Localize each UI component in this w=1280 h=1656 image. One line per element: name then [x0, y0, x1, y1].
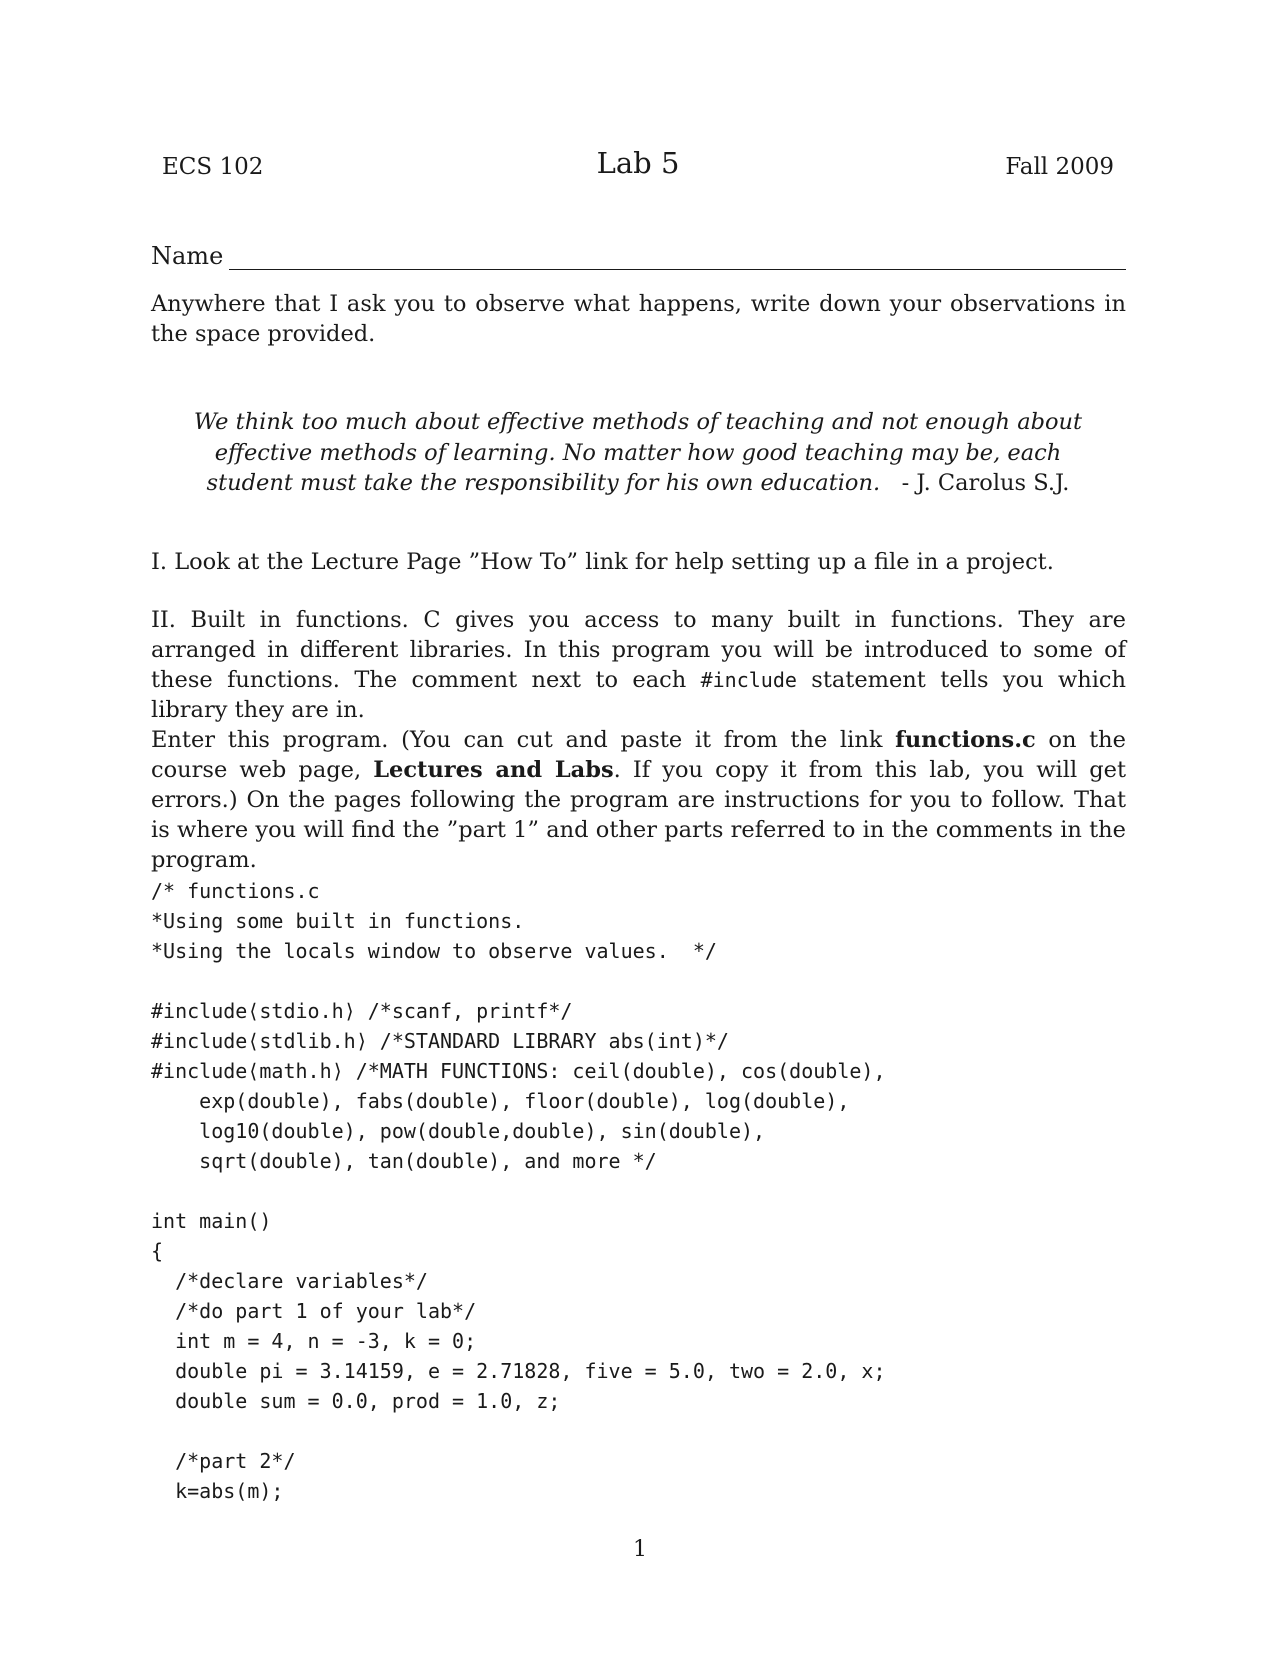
code-line — [151, 1416, 1126, 1446]
code-line: /*part 2*/ — [151, 1449, 296, 1473]
code-line: #include⟨stdlib.h⟩ /*STANDARD LIBRARY abs(int)*/ — [151, 1029, 729, 1053]
section-2 — [151, 605, 1126, 725]
section-3 — [151, 725, 1126, 875]
page-number: 1 — [633, 1537, 647, 1562]
code-line: int main() — [151, 1209, 272, 1233]
code-line: *Using the locals window to observe values. */ — [151, 939, 717, 963]
code-listing — [151, 876, 1126, 1506]
code-line: log10(double), pow(double,double), sin(double), — [151, 1119, 766, 1143]
intro-paragraph: Anywhere that I ask you to observe what happens, write down your observations in the space provided. — [151, 291, 1126, 347]
section-1: I. Look at the Lecture Page ”How To” link for help setting up a file in a project. — [151, 549, 1054, 575]
code-line: exp(double), fabs(double), floor(double), log(double), — [151, 1089, 850, 1113]
course-code: ECS 102 — [162, 154, 264, 180]
quote-text: We think too much about effective methods of teaching and not enough about effective methods of learning. No matter how good teaching may be, each student must take the responsibility for his own education. — [193, 409, 1083, 496]
code-line — [151, 1176, 1126, 1206]
code-line: /*do part 1 of your lab*/ — [151, 1299, 477, 1323]
code-line: double pi = 3.14159, e = 2.71828, five = 5.0, two = 2.0, x; — [151, 1359, 886, 1383]
code-line: /*declare variables*/ — [151, 1269, 428, 1293]
section-2-text-b: statement tells you which library they are in. — [151, 667, 1127, 723]
code-line: sqrt(double), tan(double), and more */ — [151, 1149, 657, 1173]
name-field — [151, 242, 1126, 270]
term: Fall 2009 — [1005, 154, 1114, 180]
section-2-text-a: II. Built in functions. C gives you access to many built in functions. They are arranged in different libraries. In this program you will be introduced to some of these functions. The comment next to each — [151, 607, 1126, 693]
lectures-and-labs-link: Lectures and Labs — [373, 757, 614, 783]
code-line: { — [151, 1239, 164, 1263]
code-line: *Using some built in functions. — [151, 909, 525, 933]
section-3-text-c: . If you copy it from this lab, you will get errors.) On the pages following the program are instructions for you to follow. That is where you will find the ”part 1” and other parts referred to in the comments in the program. — [151, 757, 1126, 873]
code-line: #include⟨stdio.h⟩ /*scanf, printf*/ — [151, 999, 573, 1023]
code-line — [151, 966, 1126, 996]
section-3-text-b: on the course web page, — [151, 727, 1126, 783]
functions-c-link: functions.c — [895, 727, 1036, 753]
code-line: k=abs(m); — [151, 1479, 284, 1503]
quote-attribution: - J. Carolus S.J. — [901, 470, 1070, 496]
code-line: double sum = 0.0, prod = 1.0, z; — [151, 1389, 561, 1413]
page-title: Lab 5 — [596, 146, 680, 180]
name-blank-line — [229, 249, 1126, 270]
page-header — [162, 146, 1114, 186]
include-keyword: #include — [700, 668, 797, 692]
code-line: int m = 4, n = -3, k = 0; — [151, 1329, 477, 1353]
section-3-text-a: Enter this program. (You can cut and paste it from the link — [151, 727, 896, 753]
name-label: Name — [151, 242, 224, 270]
code-line: /* functions.c — [151, 879, 320, 903]
quote-block — [178, 407, 1098, 499]
code-line: #include⟨math.h⟩ /*MATH FUNCTIONS: ceil(double), cos(double), — [151, 1059, 886, 1083]
